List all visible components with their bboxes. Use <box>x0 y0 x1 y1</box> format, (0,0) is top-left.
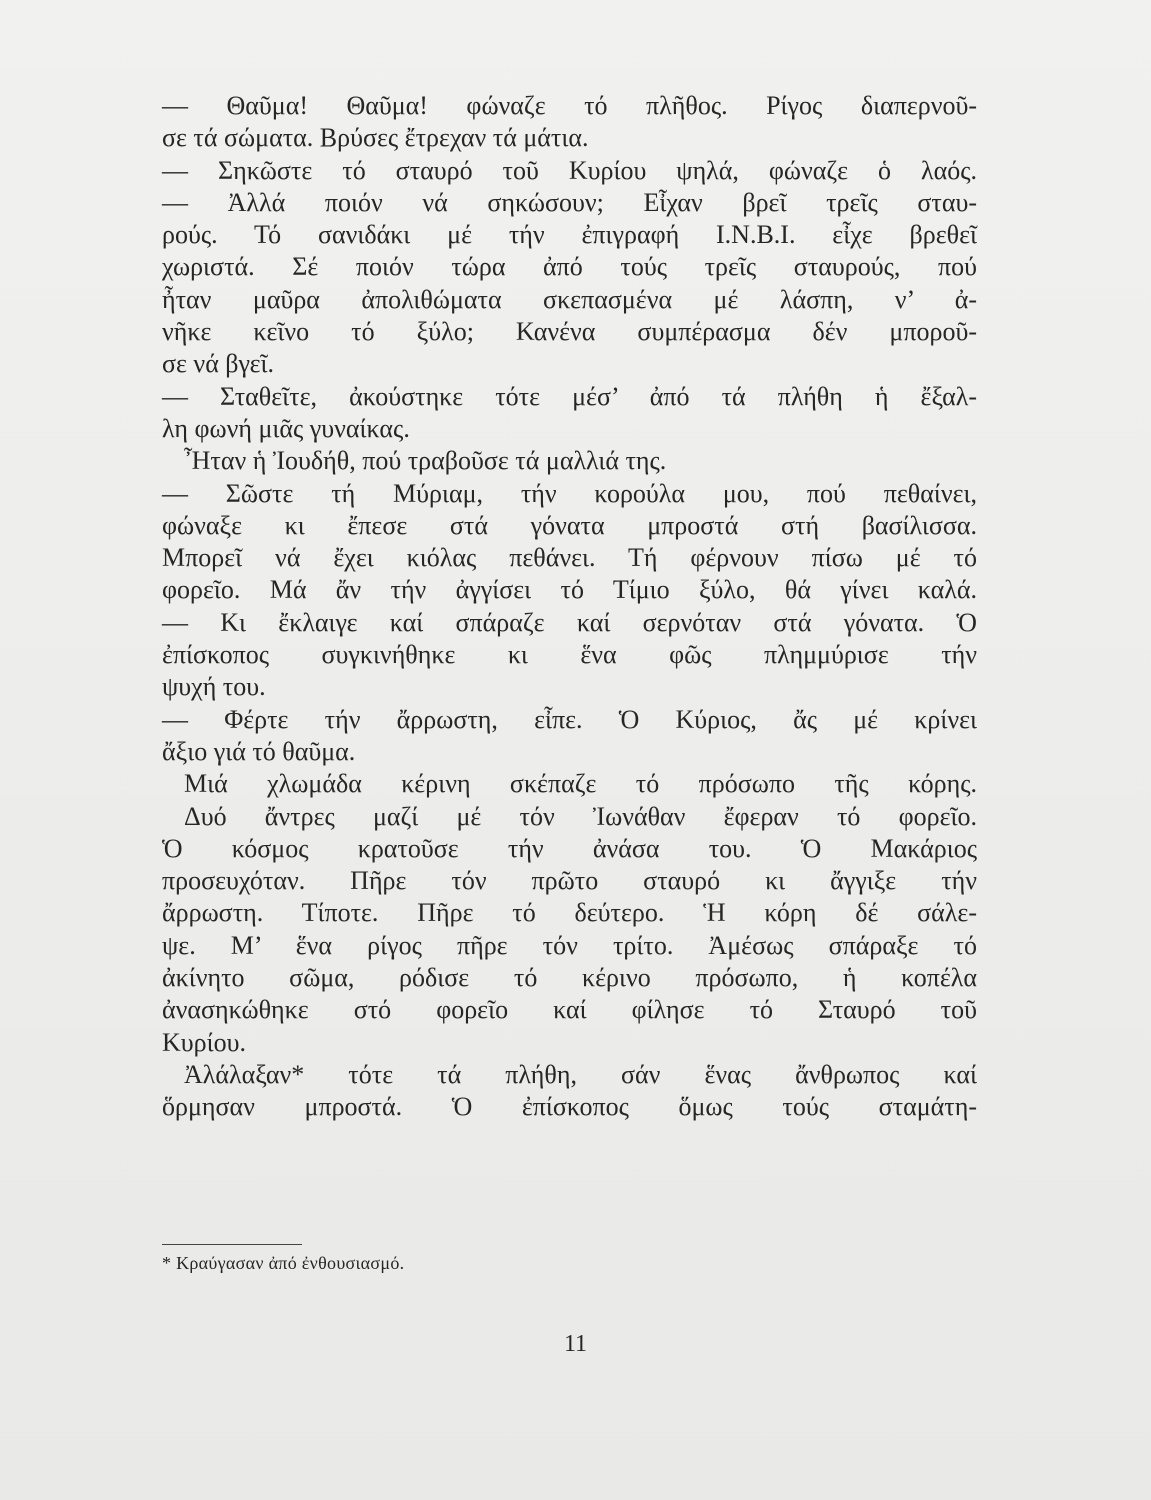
text-line: — Θαῦμα! Θαῦμα! φώναζε τό πλῆθος. Ρίγος διαπερνοῦ- <box>162 91 977 120</box>
text-line: σε νά βγεῖ. <box>162 349 274 379</box>
text-line: ψε. Μ’ ἕνα ρίγος πῆρε τόν τρίτο. Ἀμέσως σπάραξε τό <box>162 930 977 960</box>
text-line: — Ἀλλά ποιόν νά σηκώσουν; Εἶχαν βρεῖ τρεῖς σταυ- <box>162 187 977 217</box>
text-line: ἄξιο γιά τό θαῦμα. <box>162 736 356 766</box>
text-line: Δυό ἄντρες μαζί μέ τόν Ἰωνάθαν ἔφεραν τό φορεῖο. <box>184 801 977 831</box>
text-line: λη φωνή μιᾶς γυναίκας. <box>162 413 410 443</box>
text-line: — Σηκῶστε τό σταυρό τοῦ Κυρίου ψηλά, φώναζε ὁ λαός. <box>162 155 977 185</box>
text-line: νῆκε κεῖνο τό ξύλο; Κανένα συμπέρασμα δέν μποροῦ- <box>162 317 977 347</box>
text-line: ἄρρωστη. Τίποτε. Πῆρε τό δεύτερο. Ἡ κόρη δέ σάλε- <box>162 898 977 928</box>
text-line: ἀκίνητο σῶμα, ρόδισε τό κέρινο πρόσωπο, ἡ κοπέλα <box>162 963 977 993</box>
footnote-rule <box>162 1244 302 1245</box>
text-line: ἀνασηκώθηκε στό φορεῖο καί φίλησε τό Σταυρό τοῦ <box>162 995 977 1025</box>
text-line: φορεῖο. Μά ἄν τήν ἀγγίσει τό Τίμιο ξύλο, θά γίνει καλά. <box>162 575 977 605</box>
text-line: ἐπίσκοπος συγκινήθηκε κι ἕνα φῶς πλημμύρισε τήν <box>162 640 977 670</box>
text-line: — Σταθεῖτε, ἀκούστηκε τότε μέσ’ ἀπό τά πλήθη ἡ ἔξαλ- <box>162 381 977 411</box>
text-line: ὅρμησαν μπροστά. Ὁ ἐπίσκοπος ὅμως τούς σταμάτη- <box>162 1092 977 1122</box>
body-text <box>162 90 977 1124</box>
text-line: Κυρίου. <box>162 1027 246 1057</box>
text-line: Ἦταν ἡ Ἰουδήθ, πού τραβοῦσε τά μαλλιά της. <box>184 446 667 476</box>
text-line: ἦταν μαῦρα ἀπολιθώματα σκεπασμένα μέ λάσπη, ν’ ἀ- <box>162 284 977 314</box>
text-line: Ἀλάλαξαν* τότε τά πλήθη, σάν ἕνας ἄνθρωπος καί <box>184 1059 977 1089</box>
text-line: χωριστά. Σέ ποιόν τώρα ἀπό τούς τρεῖς σταυρούς, πού <box>162 252 977 282</box>
text-line: φώναξε κι ἔπεσε στά γόνατα μπροστά στή βασίλισσα. <box>162 510 977 540</box>
page-number: 11 <box>563 1331 588 1357</box>
text-line: Μιά χλωμάδα κέρινη σκέπαζε τό πρόσωπο τῆς κόρης. <box>184 769 977 799</box>
text-line: — Φέρτε τήν ἄρρωστη, εἶπε. Ὁ Κύριος, ἄς μέ κρίνει <box>162 704 977 734</box>
text-line: προσευχόταν. Πῆρε τόν πρῶτο σταυρό κι ἄγγιξε τήν <box>162 866 977 896</box>
text-line: σε τά σώματα. Βρύσες ἔτρεχαν τά μάτια. <box>162 123 589 153</box>
footnote: * Κραύγασαν ἀπό ἐνθουσιασμό. <box>162 1253 405 1273</box>
text-line: Μπορεῖ νά ἔχει κιόλας πεθάνει. Τή φέρνουν πίσω μέ τό <box>162 543 977 573</box>
text-line: Ὁ κόσμος κρατοῦσε τήν ἀνάσα του. Ὁ Μακάριος <box>162 833 977 863</box>
text-line: — Κι ἔκλαιγε καί σπάραζε καί σερνόταν στά γόνατα. Ὁ <box>162 607 977 637</box>
text-line: — Σῶστε τή Μύριαμ, τήν κορούλα μου, πού πεθαίνει, <box>162 478 977 508</box>
text-line: ψυχή του. <box>162 672 266 702</box>
text-line: ρούς. Τό σανιδάκι μέ τήν ἐπιγραφή I.N.B.I. εἶχε βρεθεῖ <box>162 220 977 250</box>
